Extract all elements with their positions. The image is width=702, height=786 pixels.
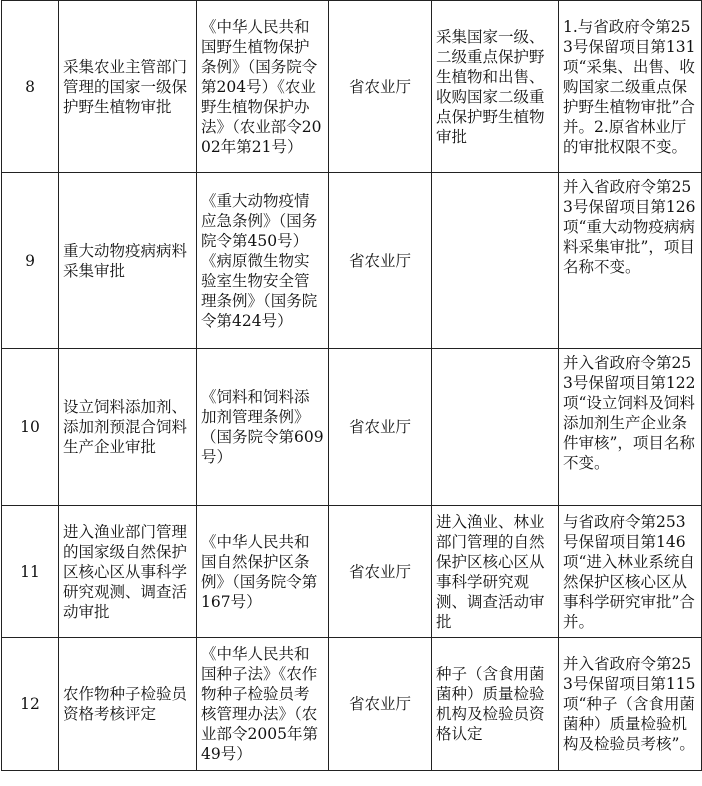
note: 1.与省政府令第253号保留项目第131项“采集、出售、收购国家二级重点保护野生植物审批”合并。2.原省林业厅的审批权限不变。: [559, 1, 702, 173]
merged-item: [432, 173, 559, 349]
item-name: 采集农业主管部门管理的国家一级保护野生植物审批: [59, 1, 197, 173]
item-name: 进入渔业部门管理的国家级自然保护区核心区从事科学研究观测、调查活动审批: [59, 506, 197, 638]
table-row: [2, 1, 702, 173]
legal-basis: 《饲料和饲料添加剂管理条例》（国务院令第609号）: [197, 349, 329, 506]
approval-items-table: [1, 0, 702, 771]
row-number: 12: [2, 638, 59, 771]
note: 与省政府令第253号保留项目第146项“进入林业系统自然保护区核心区从事科学研究审批”合并。: [559, 506, 702, 638]
table-row: [2, 173, 702, 349]
item-name: 重大动物疫病病料采集审批: [59, 173, 197, 349]
merged-item: [432, 349, 559, 506]
note: 并入省政府令第253号保留项目第115项“种子（含食用菌菌种）质量检验机构及检验员考核”。: [559, 638, 702, 771]
merged-item: 进入渔业、林业部门管理的自然保护区核心区从事科学研究观测、调查活动审批: [432, 506, 559, 638]
item-name: 农作物种子检验员资格考核评定: [59, 638, 197, 771]
item-name: 设立饲料添加剂、添加剂预混合饲料生产企业审批: [59, 349, 197, 506]
row-number: 9: [2, 173, 59, 349]
table-row: [2, 349, 702, 506]
merged-item: 采集国家一级、二级重点保护野生植物和出售、收购国家二级重点保护野生植物审批: [432, 1, 559, 173]
department: 省农业厅: [329, 638, 432, 771]
department: 省农业厅: [329, 506, 432, 638]
note: 并入省政府令第253号保留项目第126项“重大动物疫病病料采集审批”，项目名称不变。: [559, 173, 702, 349]
legal-basis: 《中华人民共和国自然保护区条例》（国务院令第167号）: [197, 506, 329, 638]
legal-basis: 《重大动物疫情应急条例》（国务院令第450号）《病原微生物实验室生物安全管理条例》（国务院令第424号）: [197, 173, 329, 349]
row-number: 10: [2, 349, 59, 506]
table-row: [2, 506, 702, 638]
legal-basis: 《中华人民共和国种子法》《农作物种子检验员考核管理办法》（农业部令2005年第49号）: [197, 638, 329, 771]
department: 省农业厅: [329, 1, 432, 173]
department: 省农业厅: [329, 349, 432, 506]
table-row: [2, 638, 702, 771]
merged-item: 种子（含食用菌菌种）质量检验机构及检验员资格认定: [432, 638, 559, 771]
department: 省农业厅: [329, 173, 432, 349]
note: 并入省政府令第253号保留项目第122项“设立饲料及饲料添加剂生产企业条件审核”，项目名称不变。: [559, 349, 702, 506]
row-number: 8: [2, 1, 59, 173]
legal-basis: 《中华人民共和国野生植物保护条例》（国务院令第204号）《农业野生植物保护办法》（农业部令2002年第21号）: [197, 1, 329, 173]
row-number: 11: [2, 506, 59, 638]
